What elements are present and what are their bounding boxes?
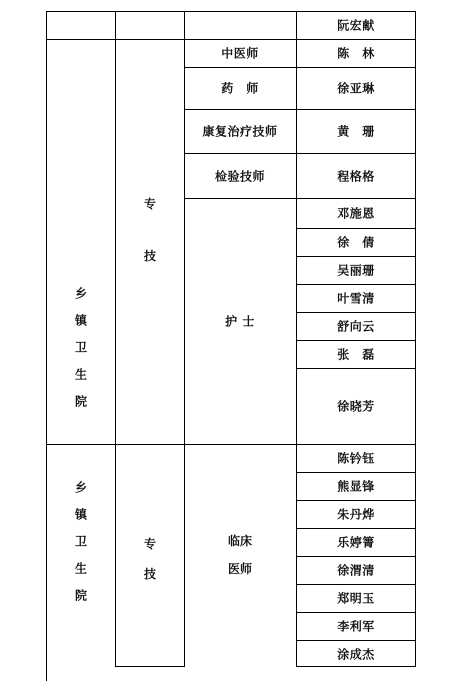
name-cell: 阮宏献 bbox=[337, 18, 375, 33]
role-cell: 护 士 bbox=[225, 314, 255, 329]
name-cell: 叶雪清 bbox=[337, 291, 375, 306]
category-char: 专 bbox=[143, 197, 157, 211]
unit-char: 乡 bbox=[74, 286, 88, 301]
name-cell: 黄 珊 bbox=[337, 124, 375, 139]
name-cell: 邓施恩 bbox=[337, 206, 375, 221]
unit-char: 乡 bbox=[74, 480, 88, 495]
unit-char: 卫 bbox=[74, 534, 88, 549]
unit-char: 卫 bbox=[74, 340, 88, 355]
unit-label bbox=[75, 475, 87, 610]
name-cell: 徐渭清 bbox=[337, 563, 375, 578]
role-cell: 康复治疗技师 bbox=[202, 124, 278, 139]
name-cell: 李利军 bbox=[337, 619, 375, 634]
unit-char: 镇 bbox=[74, 507, 88, 522]
name-cell: 乐婷箐 bbox=[337, 535, 375, 550]
category-char: 技 bbox=[143, 249, 157, 263]
name-cell: 郑明玉 bbox=[337, 591, 375, 606]
name-cell: 徐亚琳 bbox=[337, 81, 375, 96]
unit-char: 院 bbox=[74, 394, 88, 409]
role-cell bbox=[228, 527, 252, 583]
name-cell: 涂成杰 bbox=[337, 647, 375, 662]
role-cell: 检验技师 bbox=[214, 169, 266, 184]
name-cell: 程格格 bbox=[337, 169, 375, 184]
unit-char: 生 bbox=[74, 561, 88, 576]
category-char: 技 bbox=[143, 567, 157, 581]
unit-char: 院 bbox=[74, 588, 88, 603]
name-cell: 舒向云 bbox=[337, 319, 375, 334]
unit-char: 生 bbox=[74, 367, 88, 382]
name-cell: 徐 倩 bbox=[337, 235, 375, 250]
unit-label bbox=[75, 281, 87, 416]
name-cell: 陈 林 bbox=[337, 46, 375, 61]
name-cell: 徐晓芳 bbox=[337, 399, 375, 414]
name-cell: 朱丹烨 bbox=[337, 507, 375, 522]
role-line: 医师 bbox=[227, 562, 253, 576]
name-cell: 陈钤钰 bbox=[337, 451, 375, 466]
role-cell: 中医师 bbox=[221, 46, 259, 61]
category-char: 专 bbox=[143, 537, 157, 551]
unit-char: 镇 bbox=[74, 313, 88, 328]
name-cell: 吴丽珊 bbox=[337, 263, 375, 278]
name-cell: 熊显锋 bbox=[337, 479, 375, 494]
category-label bbox=[144, 178, 156, 282]
role-line: 临床 bbox=[227, 534, 253, 548]
category-label bbox=[144, 529, 156, 589]
name-cell: 张 磊 bbox=[337, 347, 375, 362]
role-cell: 药 师 bbox=[221, 81, 259, 96]
